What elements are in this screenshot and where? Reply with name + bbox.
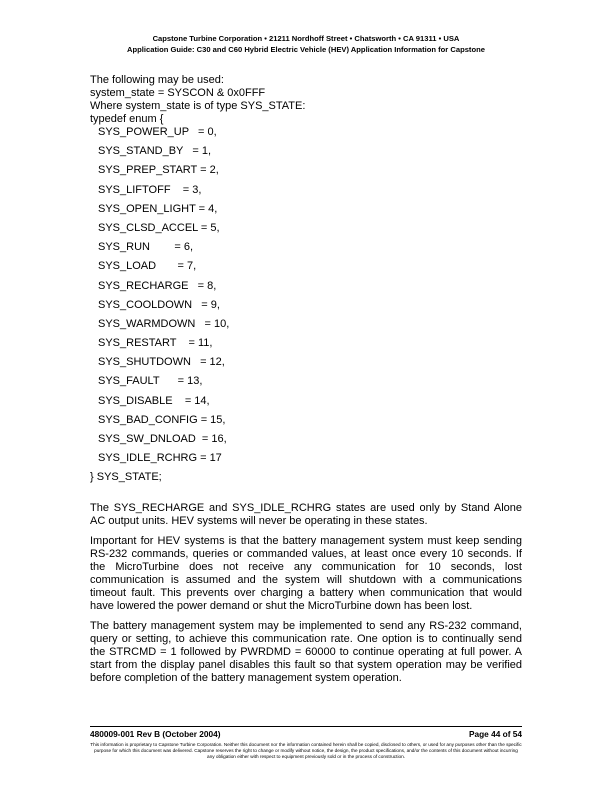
enum-entry: SYS_OPEN_LIGHT = 4,	[98, 202, 218, 215]
footer-proprietary-notice: This information is proprietary to Capstone Turbine Corporation. Neither this document nor the information contained herein shall be copied, disclosed to others, or used for any purposes other than the specific purpose for which this document was delivered. Capstone reserves the right to change or modify without notice, the design, the product specifications, and/or the contents of this document without incurring any obligation either with respect to equipment previously sold or in the process of construction.	[90, 742, 522, 759]
where-text: Where system_state is of type SYS_STATE:	[90, 100, 306, 112]
typedef-close: } SYS_STATE;	[90, 471, 162, 484]
enum-entry: SYS_RESTART = 11,	[98, 337, 213, 350]
enum-entry: SYS_FAULT = 13,	[98, 375, 203, 388]
header-address: Capstone Turbine Corporation • 21211 Nordhoff Street • Chatsworth • CA 91311 • USA	[152, 34, 460, 43]
intro-text: The following may be used:	[90, 74, 224, 86]
page-header	[60, 34, 552, 55]
enum-entry: SYS_SW_DNLOAD = 16,	[98, 433, 227, 445]
footer-page-number: Page 44 of 54	[468, 729, 522, 739]
enum-entry: SYS_COOLDOWN = 9,	[98, 298, 220, 311]
paragraph-communication-timeout: Important for HEV systems is that the battery management system must keep sending RS-232 commands, queries or commanded values, at least once every 10 seconds. If the MicroTurbine does not receive any communication for 10 seconds, lost communication is assumed and the system will shutdown with a communications timeout fault. This prevents over charging a battery when communication that would have lowered the power demand or shut the MicroTurbine down has been lost.	[90, 535, 522, 613]
enum-entry: SYS_LOAD = 7,	[98, 260, 197, 273]
enum-entry: SYS_LIFTOFF = 3,	[98, 183, 202, 196]
enum-entry: SYS_RECHARGE = 8,	[98, 279, 217, 292]
enum-entry: SYS_STAND_BY = 1,	[98, 145, 212, 158]
enum-list	[90, 126, 522, 465]
paragraph-implementation: The battery management system may be implemented to send any RS-232 command, query or setting, to achieve this communication rate. One option is to continually send the STRCMD = 1 followed by PWRDMD = 60000 to continue operating at full power. A start from the display panel disables this fault so that system operation may be verified before completion of the battery management system operation.	[90, 620, 522, 685]
document-body	[90, 74, 522, 692]
typedef-open: typedef enum {	[90, 113, 164, 125]
enum-entry: SYS_POWER_UP = 0,	[98, 126, 217, 138]
page-footer	[90, 726, 522, 760]
enum-entry: SYS_RUN = 6,	[98, 241, 194, 254]
footer-doc-number: 480009-001 Rev B (October 2004)	[90, 729, 221, 739]
enum-entry: SYS_IDLE_RCHRG = 17	[98, 452, 222, 465]
enum-entry: SYS_PREP_START = 2,	[98, 164, 219, 177]
enum-entry: SYS_WARMDOWN = 10,	[98, 317, 230, 330]
enum-entry: SYS_BAD_CONFIG = 15,	[98, 413, 226, 426]
assign-statement: system_state = SYSCON & 0x0FFF	[90, 87, 266, 99]
header-title: Application Guide: C30 and C60 Hybrid Electric Vehicle (HEV) Application Information for Capstone	[127, 44, 485, 54]
enum-entry: SYS_SHUTDOWN = 12,	[98, 356, 225, 369]
enum-entry: SYS_DISABLE = 14,	[98, 394, 210, 407]
paragraph-recharge-states: The SYS_RECHARGE and SYS_IDLE_RCHRG states are used only by Stand Alone AC output units. HEV systems will never be operating in these states.	[90, 502, 522, 528]
footer-divider	[90, 726, 522, 727]
enum-entry: SYS_CLSD_ACCEL = 5,	[98, 221, 220, 234]
